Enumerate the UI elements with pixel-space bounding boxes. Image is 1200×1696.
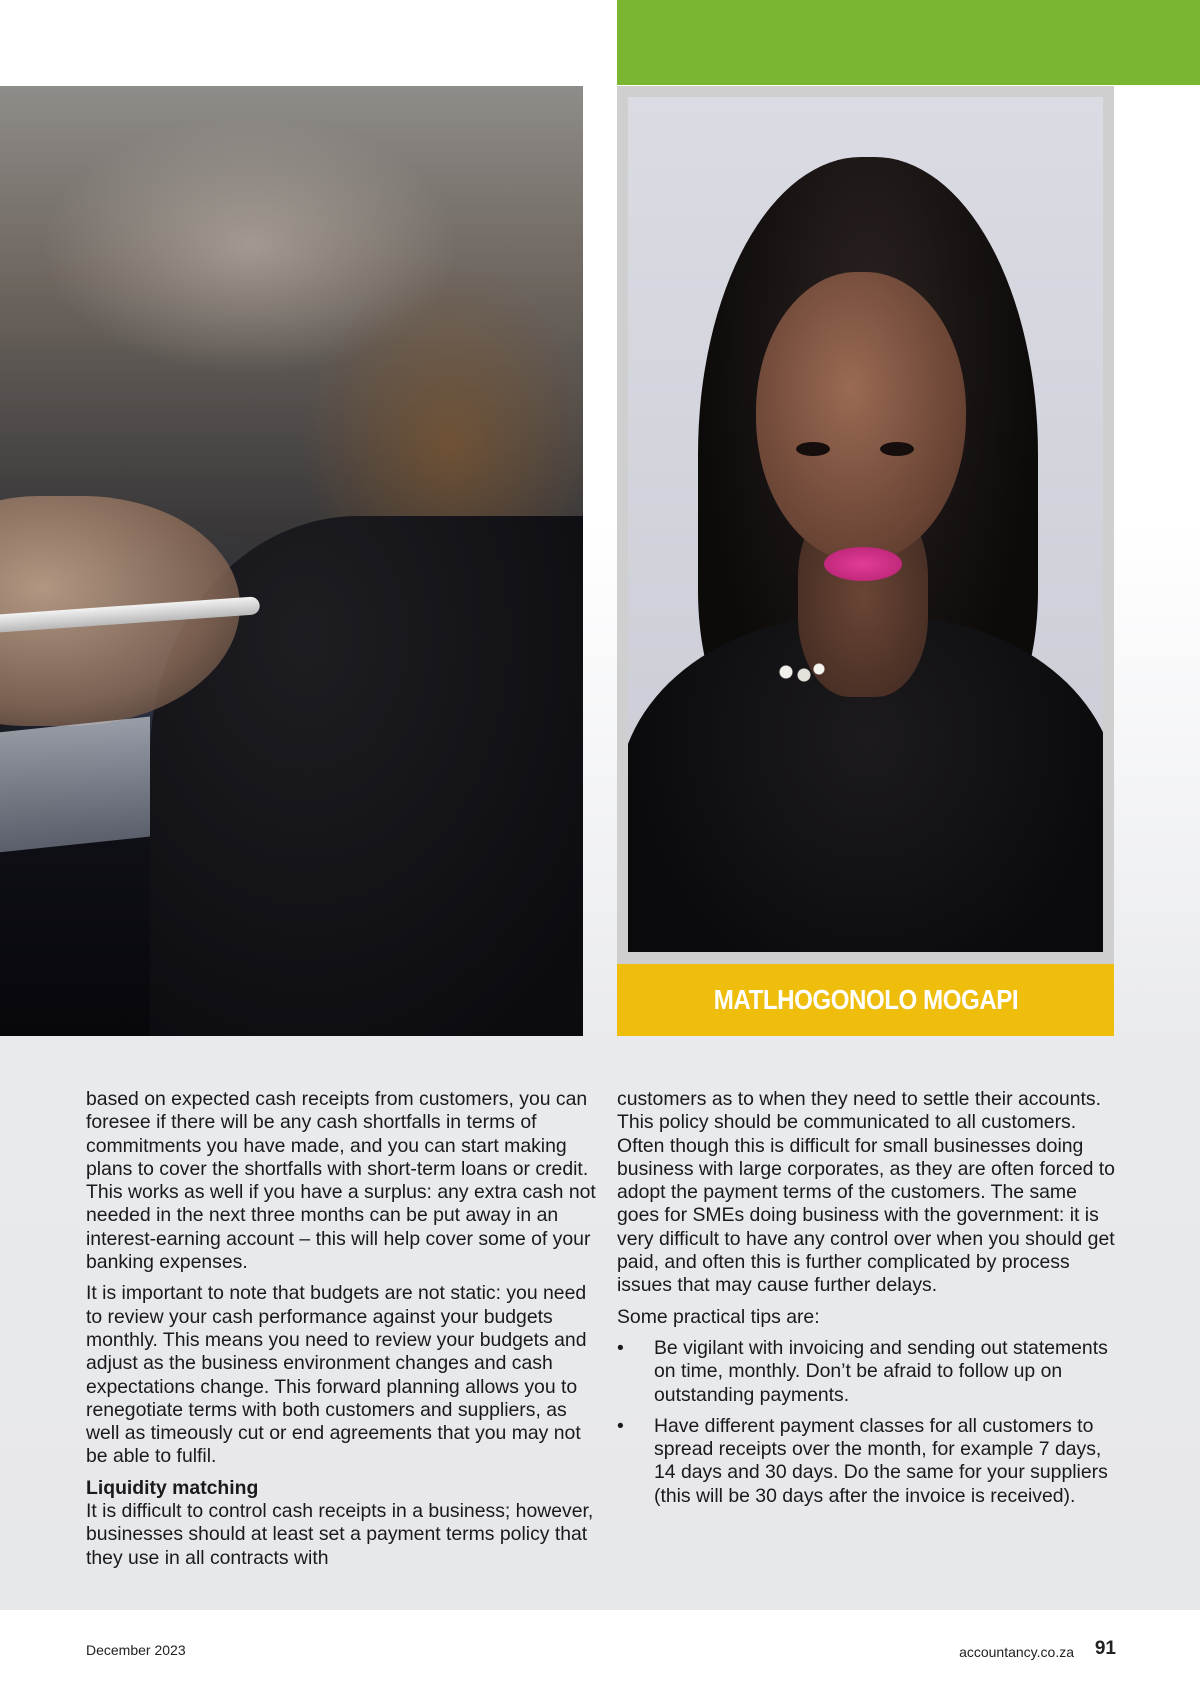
green-accent-bar <box>617 0 1200 85</box>
tips-list <box>617 1337 1117 1508</box>
bullet-icon: • <box>617 1336 624 1359</box>
author-portrait-photo <box>628 97 1103 952</box>
website-link[interactable]: accountancy.co.za <box>959 1644 1074 1660</box>
hand-with-pen-photo <box>0 86 583 1036</box>
body-paragraph: customers as to when they need to settle their accounts. This policy should be communicated to all customers. Often though this is difficult for small businesses doing business with large corporates, as they are often forced to adopt the payment terms of the customers. The same goes for SMEs doing business with the government: it is very difficult to have any control over when you should get paid, and often this is further complicated by process issues that may cause further delays. <box>617 1088 1115 1297</box>
body-paragraph: It is difficult to control cash receipts in a business; however, businesses should at least set a payment terms policy that they use in all contracts with <box>86 1500 594 1569</box>
bullet-icon: • <box>617 1414 624 1437</box>
list-item <box>617 1337 1117 1407</box>
page-footer <box>0 1610 1200 1696</box>
author-name: MATLHOGONOLO MOGAPI <box>713 984 1018 1015</box>
list-item-text: Be vigilant with invoicing and sending out statements on time, monthly. Don’t be afraid to follow up on outstanding payments. <box>654 1336 1108 1406</box>
list-item <box>617 1415 1117 1508</box>
body-paragraph: It is important to note that budgets are not static: you need to review your cash performance against your budgets monthly. This means you need to review your budgets and adjust as the business environment changes and cash expectations change. This forward planning allows you to renegotiate terms with both customers and suppliers, as well as timeously cut or end agreements that you may not be able to fulfil. <box>86 1282 587 1468</box>
body-paragraph: Some practical tips are: <box>617 1305 820 1328</box>
body-paragraph: based on expected cash receipts from customers, you can foresee if there will be any cash shortfalls in terms of commitments you have made, and you can start making plans to cover the shortfalls with short-term loans or credit. This works as well if you have a surplus: any extra cash not needed in the next three months can be put away in an interest-earning account – this will help cover some of your banking expenses. <box>86 1088 596 1274</box>
list-item-text: Have different payment classes for all customers to spread receipts over the month, for example 7 days, 14 days and 30 days. Do the same for your suppliers (this will be 30 days after the invoice is received). <box>654 1414 1108 1507</box>
issue-date: December 2023 <box>86 1642 186 1658</box>
page-number: 91 <box>1094 1638 1116 1659</box>
left-text-column <box>86 1088 596 1578</box>
section-heading: Liquidity matching <box>86 1476 259 1499</box>
right-text-column <box>617 1088 1117 1516</box>
author-name-banner <box>617 964 1114 1036</box>
